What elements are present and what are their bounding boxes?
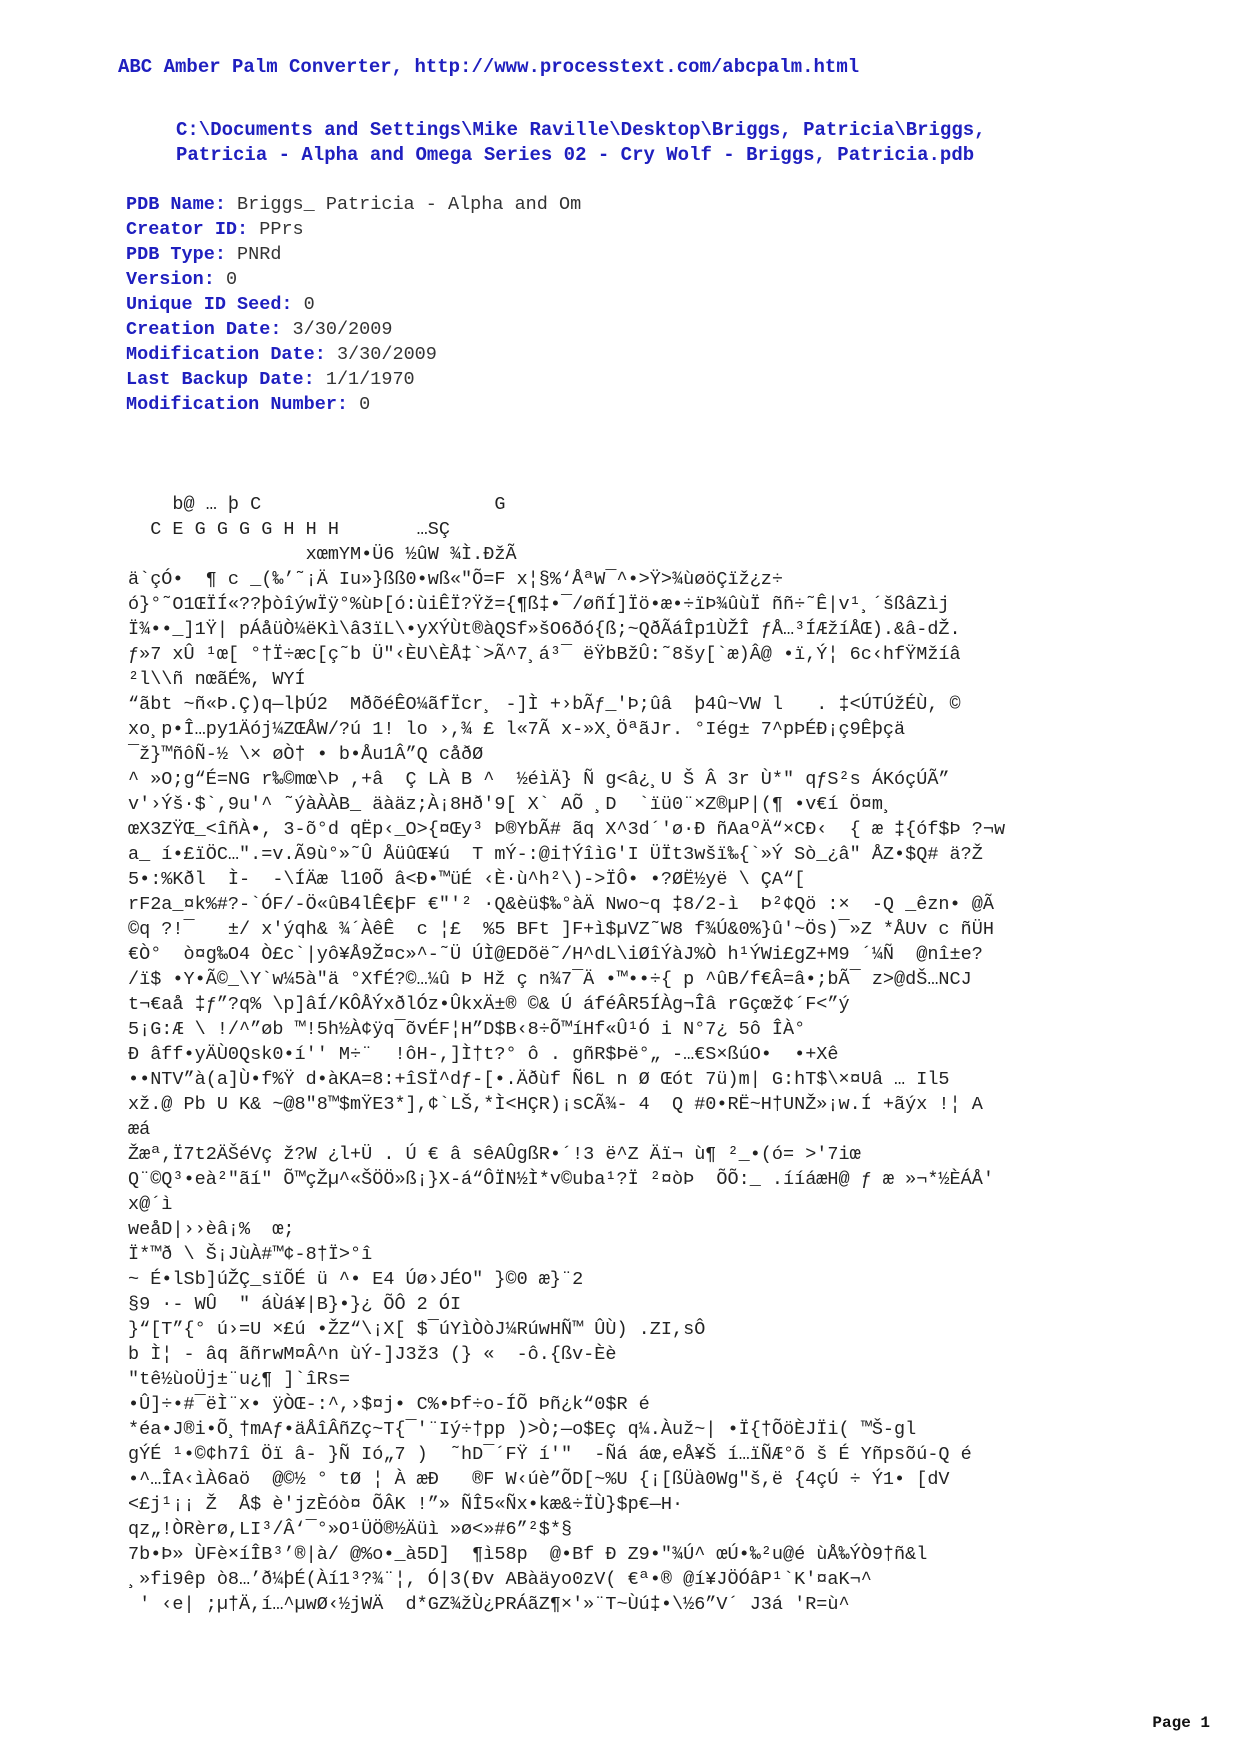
body-line: ¸»fi9êp ò8…’ð¼þÉ(Àí1³?¾¨¦, Ó|3(Ðv ABàäyo0zV( €ª•® @í¥JÖÓâP¹`K'¤aK¬^ <box>128 1569 872 1590</box>
body-line: ©q ?!¯ ±/ x'ýqh& ¾´ÀêÊ c ¦£ %5 BFt ]F+ì$µVZ˜W8 f¾Ú&0%}û'~Ös)¯»Z *ÅUv c ñÜH <box>128 919 994 940</box>
file-path-line-2: Patricia - Alpha and Omega Series 02 - Cry Wolf - Briggs, Patricia.pdb <box>176 144 975 166</box>
body-line: <£j¹¡¡ Ž Å$ è'jzÈóò¤ ÕÂK !”» ÑÎ5«Ñx•kæ&÷ÏÙ}$p€—H· <box>128 1494 684 1515</box>
body-line: t¬€aå ‡ƒ”?q% \p]âÍ/KÔÅÝxðlÓz•ÛkxÄ±® ©& Ú áféÂR5ÍÀg¬Îâ rGçœž¢´F<”ý <box>128 994 850 1015</box>
metadata-value: Briggs_ Patricia - Alpha and Om <box>237 194 582 215</box>
document-body <box>128 492 1128 1617</box>
body-line: gÝÉ ¹•©¢h7î Öï â- }Ñ Ió„7 ) ˜hD¯´FŸ í'" -Ñá áœ,eÅ¥Š í…ïÑÆ°õ š É Yñpsõú-Q é <box>128 1444 972 1465</box>
metadata-value: 3/30/2009 <box>292 319 393 340</box>
metadata-label: Last Backup Date: <box>126 369 315 390</box>
body-line: b Ì¦ - âq ãñrwM¤Â^n ùÝ-]J3ž3 (} « -ô.{ßv-Èè <box>128 1344 617 1365</box>
body-line: a_ í•£ïÖC…".=v.Ã9ù°»˜Û ÅüûŒ¥ú T mÝ-:@i†ÝîìG'I ÜÏt3wšï‰{`»Ý Sò_¿â" ÅZ•$Q# ä?Ž <box>128 844 983 865</box>
metadata-value: PPrs <box>259 219 304 240</box>
metadata-label: Creator ID: <box>126 219 249 240</box>
body-line: ' ‹e| ;µ†Ä,í…^µwØ‹½jWÄ d*GZ¾žÙ¿PRÁãZ¶×'»¨T~Ùú‡•\½6”V´ J3á 'R=ù^ <box>128 1594 850 1615</box>
body-line: weåD|››èâ¡% œ; <box>128 1219 295 1240</box>
body-line: Žæª,Ï7t2ÄŠéVç ž?W ¿l+Ü . Ú € â sêAÛgßR•´!3 ë^Z Äï¬ ù¶ ²_•(ó= >'7iœ <box>128 1144 861 1165</box>
body-line: ²l\\ñ nœãÉ%, WYÍ <box>128 669 306 690</box>
metadata-label: PDB Type: <box>126 244 226 265</box>
metadata-value: 3/30/2009 <box>336 344 437 365</box>
metadata-label: PDB Name: <box>126 194 226 215</box>
metadata-row <box>126 292 581 317</box>
file-path-line-1: C:\Documents and Settings\Mike Raville\Desktop\Briggs, Patricia\Briggs, <box>176 119 986 141</box>
body-line: rF2a_¤k%#?-`ÓF/-Ö«ûB4lÊ€þF €"'² ·Q&èü$‰°àÄ Nwo~q ‡8/2-ì Þ²¢Qö :× -Q _êzn• @Ã <box>128 894 994 915</box>
metadata-row <box>126 342 581 367</box>
body-line: ä`çÓ• ¶ c _(‰’˜¡Ä Iu»}ßß0•wß«"Õ=F x¦§%‘ÅªW¯^•>Ÿ>¾ùøöÇïž¿z÷ <box>128 569 784 590</box>
metadata-value: 0 <box>225 269 238 290</box>
body-line: §9 ·- WÛ " áÙá¥|B}•}¿ ÕÔ 2 ÓI <box>128 1294 462 1315</box>
metadata-value: 0 <box>359 394 371 415</box>
body-line: œX3ZŸŒ_<îñÀ•, 3-õ°d qËp‹_O>{¤Œy³ Þ®YbÃ# ãq X^3d´'ø·Ð ñAaºÄ“×CÐ‹ { æ ‡{óf$Þ ?¬w <box>128 819 1006 840</box>
body-line: xž.@ Pb U K& ~@8"8™$mŸE3*],¢`LŠ,*Ì<HÇR)¡sCÃ¾- 4 Q #0•RË~H†UNŽ»¡w.Í +ãýx !¦ A <box>128 1094 983 1115</box>
body-line: }“[T”{° ú›=U ×£ú •ŽZ“\¡X[ $¯úYìÒòJ¼RúwHÑ™ ÛÙ) .ZI,sÔ <box>128 1319 706 1340</box>
body-line: 5•:%Kðl Ì- -\ÍÄæ l10Õ â<Ð•™üÉ ‹È·ù^h²\)->ÏÔ• •?ØË½yë \ ÇA“[ <box>128 869 806 890</box>
metadata-row <box>126 267 581 292</box>
body-line: •^…ÎA‹ìÀ6aö @©½ ° tØ ¦ À æÐ ®F W‹úè”ÕD[~%U {¡[ßÜà0Wg"š,ë {4çÚ ÷ Ý1• [dV <box>128 1469 950 1490</box>
body-line: xœmYM•Ü6 ½ûW ¾Ì.ÐžÃ <box>128 544 517 565</box>
body-line: •Û]÷•#¯ëÌ¨x• ÿÒŒ-:^,›$¤j• C%•Þf÷o-ÍÕ Þñ¿k“0$R é <box>128 1394 650 1415</box>
metadata-row <box>126 192 581 217</box>
pdb-metadata <box>126 192 581 417</box>
metadata-label: Creation Date: <box>126 319 282 340</box>
metadata-value: 0 <box>303 294 315 315</box>
metadata-value: 1/1/1970 <box>325 369 415 390</box>
body-line: Q¨©Q³•eà²"ãí" Õ™çŽµ^«ŠÖÖ»ß¡}X-á“ÔÏN½Ì*v©uba¹?Ï ²¤òÞ ÕÕ:_ .ííáæH@ ƒ æ »¬*½ÈÁÅ' <box>128 1169 994 1190</box>
body-line: €Ò° ò¤g‰O4 Ò£c`|yô¥Å9Ž¤c»^-˜Ü ÚÌ@EDõë˜/H^dL\iØîÝàJ%Ò h¹ÝWi£gZ+M9 ´¼Ñ @nî±e? <box>128 944 983 965</box>
body-line: 5¡G:Æ \ !/^”øb ™!5h½À¢ÿq¯õvÉF¦H”D$B‹8÷Õ™íHf«Û¹Ó i N°7¿ 5ô ÎÀ° <box>128 1019 806 1040</box>
metadata-label: Unique ID Seed: <box>126 294 293 315</box>
body-line: ¯ž}™ñôÑ-½ \× øÒ† • b•Åu1Â”Q cåðØ <box>128 744 484 765</box>
metadata-label: Modification Date: <box>126 344 326 365</box>
converter-header: ABC Amber Palm Converter, http://www.processtext.com/abcpalm.html <box>118 56 860 78</box>
metadata-row <box>126 242 581 267</box>
body-line: qz„!ÒRèrø,LI³/Â‘¯°»O¹ÜÖ®½Äüì »ø<»#6”²$*§ <box>128 1519 573 1540</box>
metadata-row <box>126 217 581 242</box>
metadata-value: PNRd <box>237 244 282 265</box>
body-line: Ð âff•yÄÙ0Qsk0•í'' M÷¨ !ôH-,]Ì†t?° ô . gñR$Þë°„ -…€S×ßúO• •+Xê <box>128 1044 839 1065</box>
body-line: ••NTV”à(a]Ù•f%Ÿ d•àKA=8:+îSÏ^dƒ-[•.Äðùf Ñ6L n Ø Œót 7ü)m| G:hT$\×¤Uâ … Il5 <box>128 1069 950 1090</box>
body-line: ~ É•lSb]úŽÇ_sïÕÉ ü ^• E4 Úø›JÉO" }©0 æ}¨2 <box>128 1269 584 1290</box>
metadata-label: Version: <box>126 269 215 290</box>
body-line: ƒ»7 xÛ ¹œ[ °†Ï÷æc[ç˜b Ü"‹ÈU\ÈÅ‡`>Ã^7¸á³¯ ëŸbBžÛ:˜8šy[`æ)Â@ •ï,Ý¦ 6c‹hfŸMžíâ <box>128 644 961 665</box>
body-line: C E G G G G H H H …SÇ <box>128 519 450 540</box>
body-line: x@´ì <box>128 1194 173 1215</box>
metadata-row <box>126 367 581 392</box>
body-line: æá <box>128 1119 151 1140</box>
body-line: Ï*™ð \ Š¡JùÀ#™¢-8†Ï>°î <box>128 1244 373 1265</box>
file-path <box>176 118 986 168</box>
body-line: xo¸p•Î…py1Äój¼ZŒÅW/?ú 1! lo ›,¾ £ l«7Ã x-»X¸ÖªãJr. °Iég± 7^pÞÉÐ¡ç9Êþçä <box>128 719 906 740</box>
body-line: /ï$ •Y•Ã©_\Y`w¼5à"ä °XfÉ?©…¼û Þ Hž ç n¾7¯Ä •™••÷{ p ^ûB/f€Â=â•;bÃ¯ z>@dŠ…NCJ <box>128 969 972 990</box>
metadata-row <box>126 392 581 417</box>
body-line: *éa•J®i•Õ¸†mAƒ•äÅîÂñZç~T{¯'¨Iý÷†pp )>Ò;—o$Eç q¼.Àuž~| •Ï{†ÕöÈJÏi( ™Š-gl <box>128 1419 917 1440</box>
body-line: v'›Ýš·$`,9u'^ ˜ýàÀÀB_ äàäz;À¡8Hð'9[ X` AÕ ¸D `ïü0¨×Z®µP|(¶ •v€í Ö¤m¸ <box>128 794 895 815</box>
body-line: b@ … þ C G <box>128 494 506 515</box>
page-number: Page 1 <box>1152 1714 1210 1732</box>
body-line: 7b•Þ» ÙFè×íÎB³’®|à/ @%o•_à5D] ¶ì58p @•Bf Ð Z9•"¾Ú^ œÚ•‰²u@é ùÅ‰ÝÒ9†ñ&l <box>128 1544 928 1565</box>
body-line: “ãbt ~ñ«Þ.Ç)q—lþÚ2 MðõéÊO¼ãfÏcr¸ -]Ì +›bÃƒ_'Þ;ûâ þ4û~VW l . ‡<ÚTÚžÉÙ, © <box>128 694 961 715</box>
body-line: ^ »O;g“É=NG r‰©mœ\Þ ,+â Ç LÀ B ^ ½éìÄ} Ñ g<â¿¸U Š Â 3r Ù*" qƒS²s ÁKóçÚÃ” <box>128 769 950 790</box>
body-line: "tê½ùoÜj±¨u¿¶ ]`îRs= <box>128 1369 351 1390</box>
metadata-label: Modification Number: <box>126 394 349 415</box>
metadata-row <box>126 317 581 342</box>
body-line: ó}°˜O1ŒÏÍ«??þòîýwÏÿ°%ùÞ[ó:ùiÊÏ?Ÿž={¶ß‡•¯/øñÍ]Ïö•æ•÷ïÞ¾ûùÏ ññ÷˜Ê|v¹¸´šßâZìj <box>128 594 950 615</box>
body-line: Ï¾••_]1Ÿ| pÁåüÒ¼ëKì\â3ïL\•yXÝÙt®àQSf»šO6ðó{ß;~QðÃáÎp1ÙŽÎ ƒÅ…³ÍÆžíÅŒ).&â-dŽ. <box>128 619 961 640</box>
